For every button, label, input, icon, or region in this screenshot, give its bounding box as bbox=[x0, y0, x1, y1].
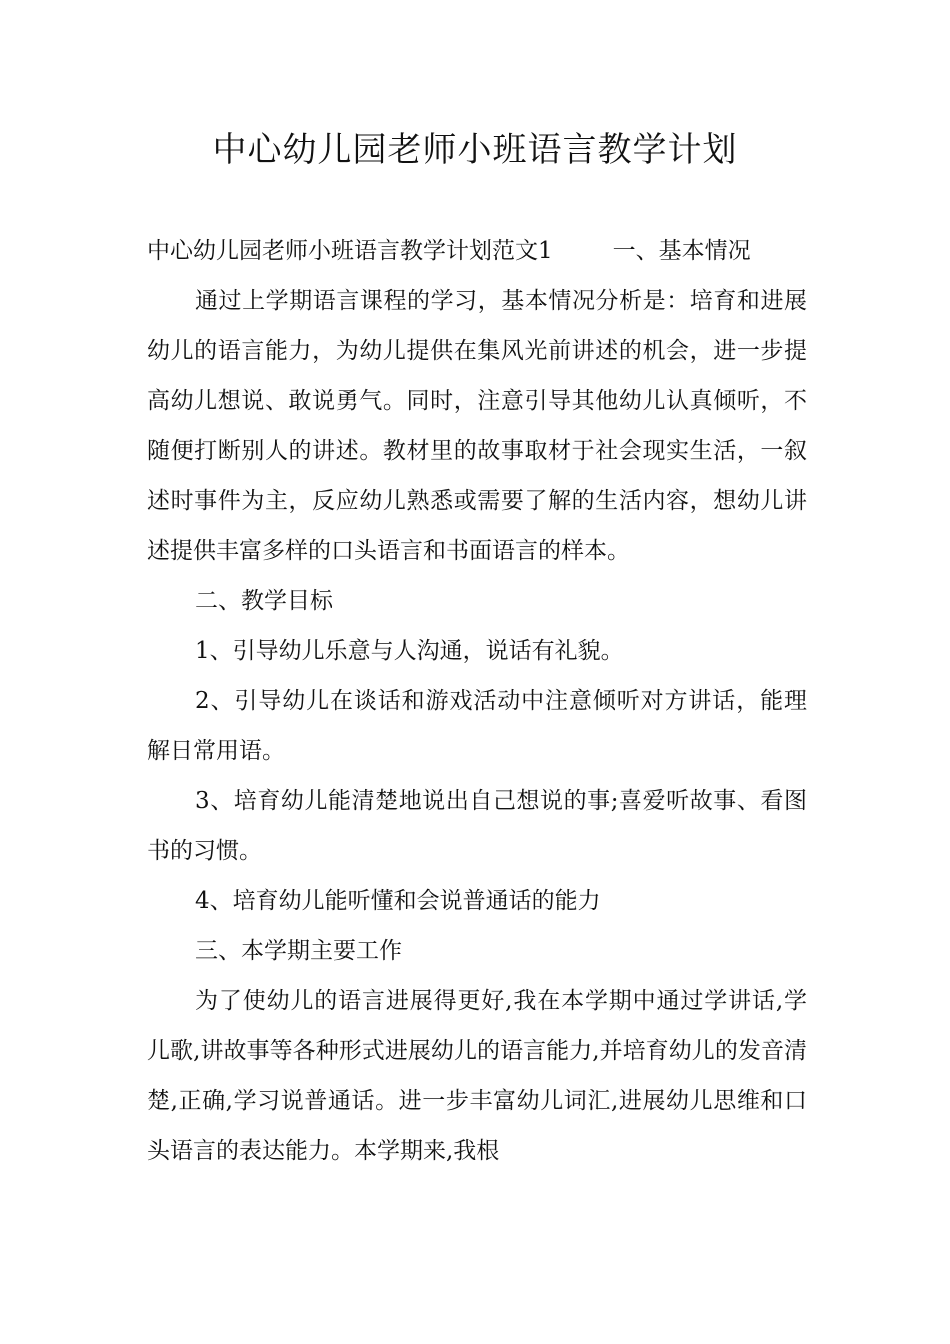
section-one-heading: 一、基本情况 bbox=[612, 238, 751, 264]
section-three-heading: 三、本学期主要工作 bbox=[195, 938, 402, 964]
goal-item-3: 3、培育幼儿能清楚地说出自己想说的事;喜爱听故事、看图书的习惯。 bbox=[147, 788, 807, 864]
goal-item-1: 1、引导幼儿乐意与人沟通，说话有礼貌。 bbox=[195, 638, 624, 664]
goal-item-2: 2、引导幼儿在谈话和游戏活动中注意倾听对方讲话，能理解日常用语。 bbox=[147, 688, 807, 764]
section-two-heading: 二、教学目标 bbox=[195, 588, 333, 614]
paragraph-basic-situation: 通过上学期语言课程的学习，基本情况分析是：培育和进展幼儿的语言能力，为幼儿提供在集风光前讲述的机会，进一步提高幼儿想说、敢说勇气。同时，注意引导其他幼儿认真倾听，不随便打断别人的讲述。教材里的故事取材于社会现实生活，一叙述时事件为主，反应幼儿熟悉或需要了解的生活内容，想幼儿讲述提供丰富多样的口头语言和书面语言的样本。 bbox=[147, 288, 807, 564]
intro-heading: 中心幼儿园老师小班语言教学计划范文1 bbox=[147, 238, 553, 264]
paragraph-main-work: 为了使幼儿的语言进展得更好,我在本学期中通过学讲话,学儿歌,讲故事等各种形式进展幼儿的语言能力,并培育幼儿的发音清楚,正确,学习说普通话。进一步丰富幼儿词汇,进展幼儿思维和口头语言的表达能力。本学期来,我根 bbox=[147, 988, 807, 1164]
document-title: 中心幼儿园老师小班语言教学计划 bbox=[212, 130, 738, 170]
intro-line bbox=[147, 226, 807, 276]
goal-item-4: 4、培育幼儿能听懂和会说普通话的能力 bbox=[195, 888, 601, 914]
document-body bbox=[147, 226, 807, 1176]
